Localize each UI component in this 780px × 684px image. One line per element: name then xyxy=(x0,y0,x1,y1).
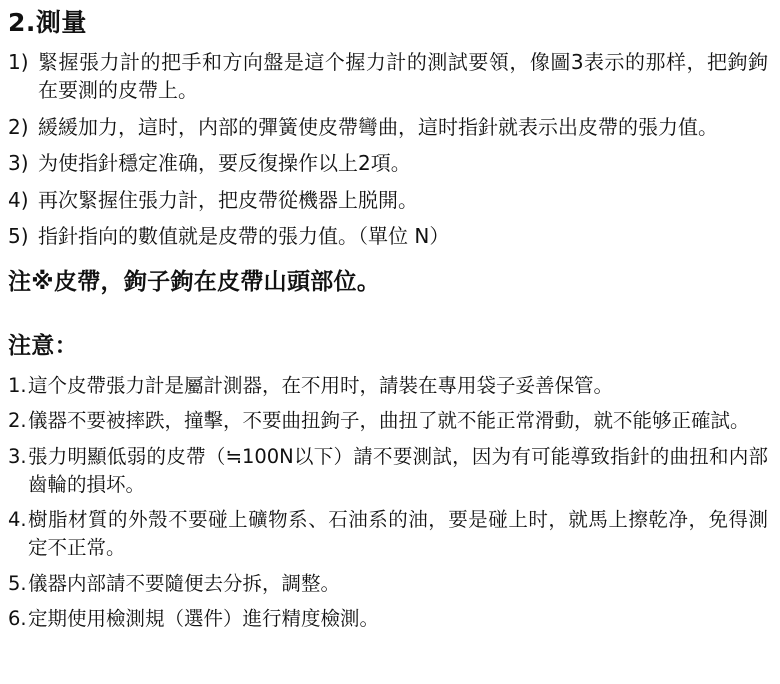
caution-marker: 6. xyxy=(8,606,27,630)
step-marker: 4) xyxy=(8,187,29,212)
section-title: 2.測量 xyxy=(8,8,87,37)
step-text: 指針指向的數值就是皮帶的張力值。（單位 N） xyxy=(38,223,450,248)
list-item xyxy=(8,186,768,214)
caution-text: 儀器内部請不要隨便去分拆，調整。 xyxy=(28,571,341,595)
list-item xyxy=(8,222,768,250)
caution-list xyxy=(8,372,768,633)
measurement-steps-list xyxy=(8,48,768,250)
step-text: 緊握張力計的把手和方向盤是這个握力計的測試要領，像圖3表示的那样，把鉤鉤在要測的皮帶上。 xyxy=(38,50,768,103)
step-marker: 2) xyxy=(8,114,29,139)
caution-marker: 2. xyxy=(8,409,27,433)
list-item xyxy=(8,149,768,177)
caution-heading: 注意： xyxy=(8,333,78,360)
caution-text: 這个皮帶張力計是屬計測器，在不用时，請裝在專用袋子妥善保管。 xyxy=(28,374,614,398)
list-item xyxy=(8,570,768,598)
step-marker: 3) xyxy=(8,151,29,176)
list-item xyxy=(8,605,768,633)
list-item xyxy=(8,443,768,500)
list-item xyxy=(8,48,768,105)
caution-marker: 5. xyxy=(8,571,27,595)
step-text: 緩緩加力，這时，内部的彈簧使皮帶彎曲，這时指針就表示出皮帶的張力值。 xyxy=(38,114,718,139)
step-marker: 5) xyxy=(8,223,29,248)
caution-marker: 1. xyxy=(8,374,27,398)
note-emphasis: 注※皮帶，鉤子鉤在皮帶山頭部位。 xyxy=(8,269,381,296)
caution-text: 樹脂材質的外殼不要碰上礦物系、石油系的油，要是碰上时，就馬上擦乾净，免得測定不正常。 xyxy=(28,508,768,560)
list-item xyxy=(8,407,768,435)
caution-marker: 3. xyxy=(8,444,27,468)
caution-marker: 4. xyxy=(8,508,27,532)
list-item xyxy=(8,506,768,563)
step-marker: 1) xyxy=(8,50,29,74)
step-text: 再次緊握住張力計，把皮帶從機器上脱開。 xyxy=(38,187,418,212)
list-item xyxy=(8,113,768,141)
caution-text: 定期使用檢測規（選件）進行精度檢測。 xyxy=(28,606,380,630)
step-text: 为使指針穩定准确，要反復操作以上2項。 xyxy=(38,151,411,176)
caution-text: 儀器不要被摔跌，撞擊，不要曲扭鉤子，曲扭了就不能正常滑動，就不能够正確試。 xyxy=(28,409,750,433)
caution-text: 張力明顯低弱的皮帶（≒100N以下）請不要測試，因为有可能導致指針的曲扭和内部齒輪的損坏。 xyxy=(28,444,768,496)
list-item xyxy=(8,372,768,400)
